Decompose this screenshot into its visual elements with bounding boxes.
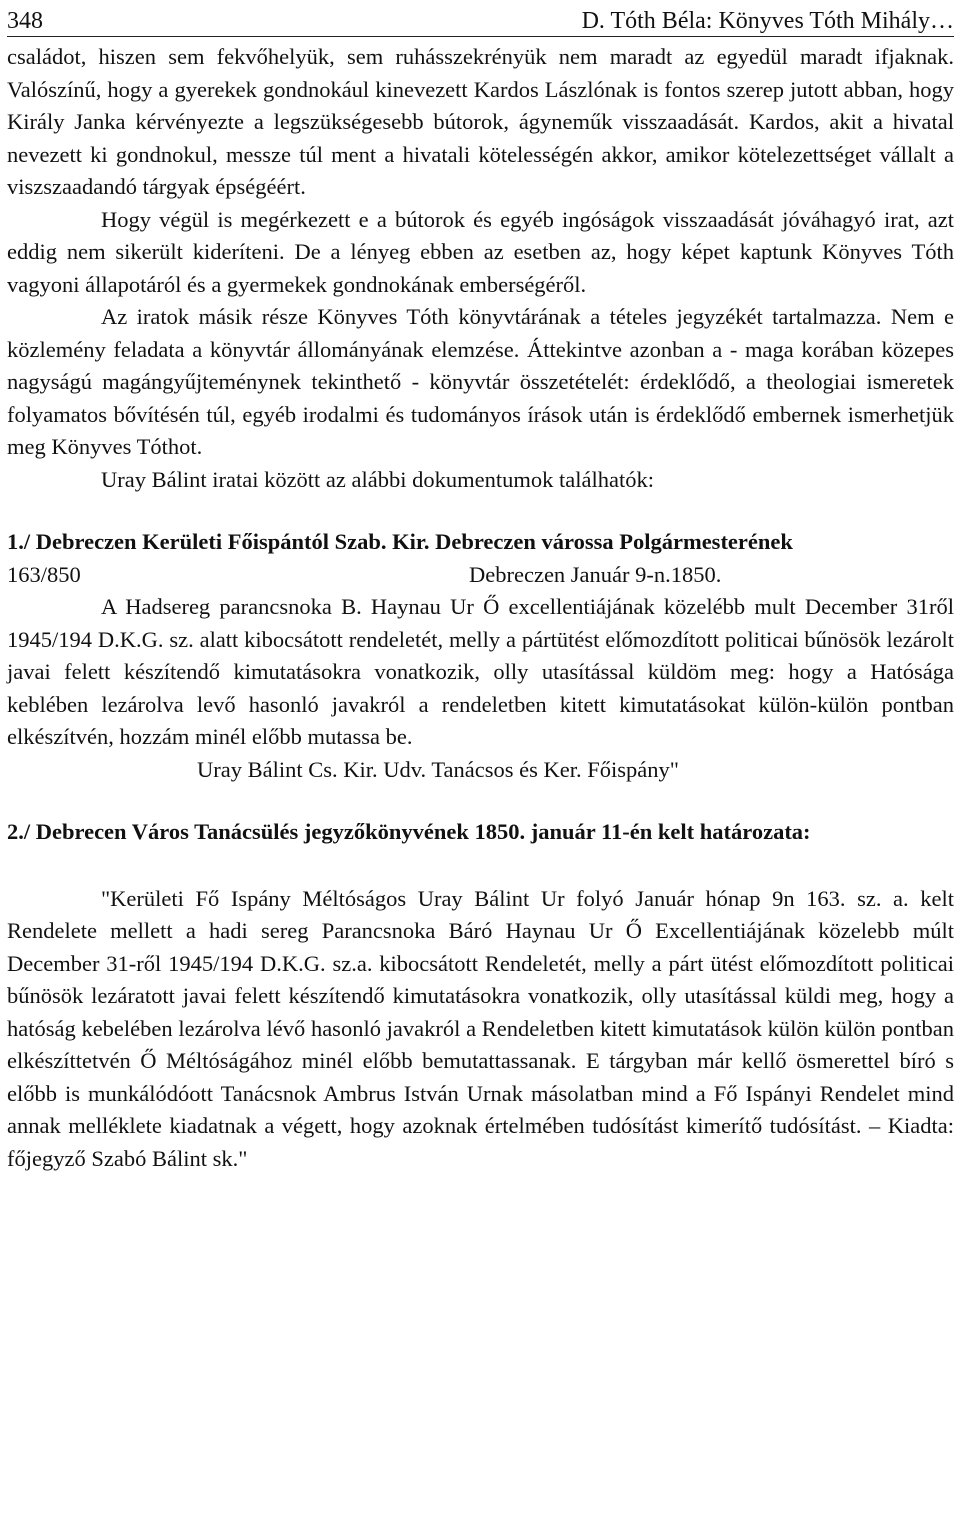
- document-1-heading: 1./ Debreczen Kerületi Főispántól Szab. Kir. Debreczen várossa Polgármesterének: [7, 529, 793, 554]
- document-1-place-date: Debreczen Január 9-n.1850.: [469, 561, 722, 587]
- document-2-heading: 2./ Debrecen Város Tanácsülés jegyzőkönyvének 1850. január 11-én kelt határozata:: [7, 819, 811, 844]
- paragraph-3: Az iratok másik része Könyves Tóth könyvtárának a tételes jegyzékét tartalmazza. Nem e közlemény feladata a könyvtár állományának elemzése. Áttekintve azonban a - maga korában közepes nagyságú magángyűjteménynek tekinthető - könyvtár összetételét: érdeklődő, a theologiai ismeretek folyamatos bővítésén túl, egyéb irodalmi és tudományos írások után is érdeklődő embernek ismerhetjük meg Könyves Tóthot.: [7, 304, 954, 459]
- document-1-signature: Uray Bálint Cs. Kir. Udv. Tanácsos és Ker. Főispány": [197, 756, 679, 782]
- running-header: [7, 0, 954, 37]
- section-gap: [7, 786, 954, 816]
- paragraph-4: Uray Bálint iratai között az alábbi dokumentumok találhatók:: [101, 466, 654, 492]
- section-gap: [7, 849, 954, 883]
- document-2-text: "Kerületi Fő Ispány Méltóságos Uray Bálint Ur folyó Január hónap 9n 163. sz. a. kelt Rendelete mellett a hadi sereg Parancsnoka Báró Haynau Ur Ő Excellentiájának közelebb múlt December 31-ről 1945/194 D.K.G. sz.a. kibocsátott Rendeletét, melly a párt ütést előmozdított politicai bűnösök lezáratott javai felett készítendő kimutatásokra vonatkozik, olly utasítással küldi meg, hogy a hatóság kebelében lezárolva lévő hasonló javakról a Rendeletben kitett kimutatások külön külön pontban elkészíttetvén Ő Méltóságához minél előbb bemutattassanak. E tárgyban már kellő ösmerettel bíró s előbb is munkálódóott Tanácsnok Ambrus István Urnak másolatban mind a Fő Ispányi Rendelet mind annak melléklete kiadatnak a végett, hogy azoknak értelmében tudósítást kimerítő tudósítást. – Kiadta: főjegyző Szabó Bálint sk.": [7, 885, 954, 1171]
- paragraph-1: családot, hiszen sem fekvőhelyük, sem ruhásszekrényük nem maradt az egyedül maradt ifjaknak. Valószínű, hogy a gyerekek gondnokául kinevezett Kardos Lászlónak is fontos szerep jutott abban, hogy Király Janka kérvényezte a legszükségesebb bútorok, ágyneműk visszaadását. Kardos, akit a hivatal nevezett ki gondnokul, messze túl ment a hivatali kötelességén akkor, amikor kötelezettséget vállalt a viszszaadandó tárgyak épségéért.: [7, 44, 954, 199]
- document-1-reference-line: [7, 559, 954, 592]
- document-1-ref-number: 163/850: [7, 561, 81, 587]
- paragraph-2: Hogy végül is megérkezett e a bútorok és egyéb ingóságok visszaadását jóváhagyó irat, azt eddig nem sikerült kideríteni. De a lényeg ebben az esetben az, hogy képet kaptunk Könyves Tóth vagyoni állapotáról és a gyermekek gondnokának emberségéről.: [7, 206, 954, 297]
- page-number: 348: [7, 8, 43, 34]
- running-title: D. Tóth Béla: Könyves Tóth Mihály…: [581, 8, 954, 34]
- page-body: [7, 41, 954, 1175]
- section-gap: [7, 496, 954, 526]
- document-1-text: A Hadsereg parancsnoka B. Haynau Ur Ő excellentiájának közelébb mult December 31ről 1945/194 D.K.G. sz. alatt kibocsátott rendeletét, melly a pártütést előmozdított politicai bűnösök lezárolt javai felett készítendő kimutatásokra vonatkozik, olly utasítással küldöm meg: hogy a Hatósága keblében lezárolva levő hasonló javakról a rendeletben kitett kimutatásokat külön-külön pontban elkészítvén, hozzám minél előbb mutassa be.: [7, 594, 954, 749]
